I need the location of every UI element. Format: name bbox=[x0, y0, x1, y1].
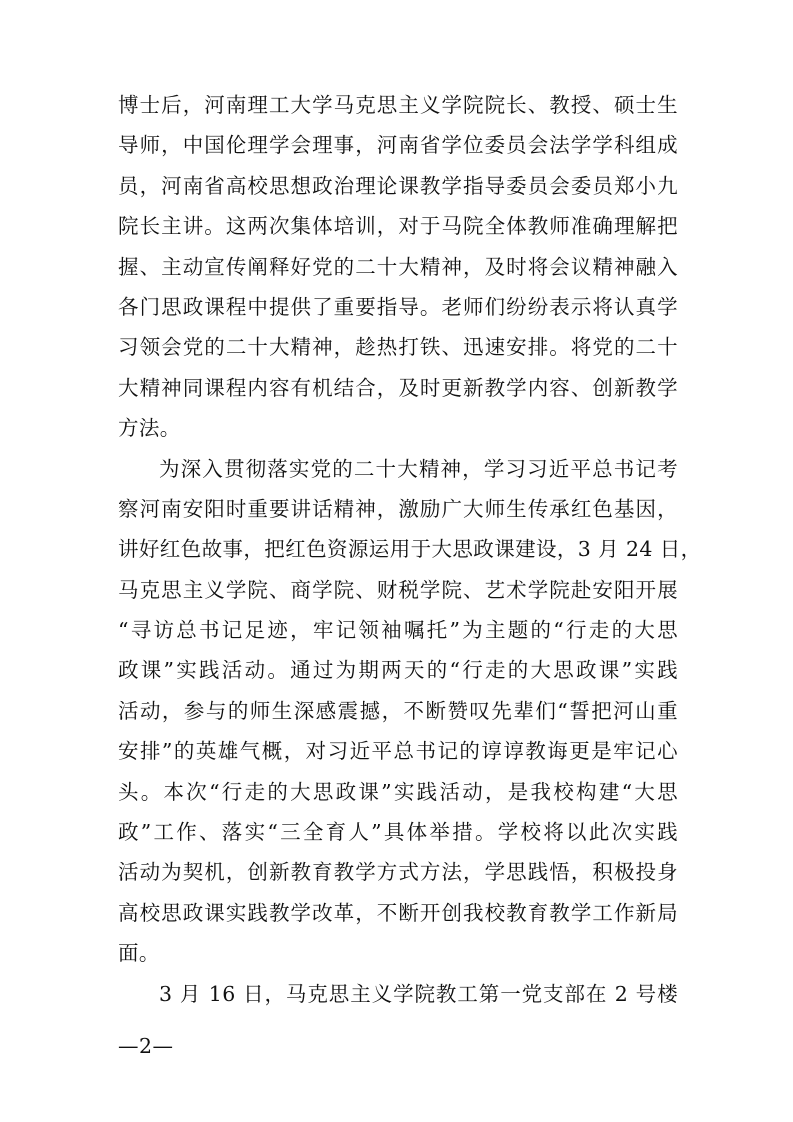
text-line: 政”工作、落实“三全育人”具体举措。学校将以此次实践 bbox=[118, 820, 678, 845]
text-line: 活动为契机，创新教育教学方式方法，学思践悟，积极投身 bbox=[118, 860, 678, 885]
text-line: 导师，中国伦理学会理事，河南省学位委员会法学学科组成 bbox=[118, 133, 678, 158]
text-line: 活动，参与的师生深感震撼，不断赞叹先辈们“誓把河山重 bbox=[118, 698, 678, 723]
text-line: 习领会党的二十大精神，趁热打铁、迅速安排。将党的二十 bbox=[118, 335, 678, 360]
text-line: 院长主讲。这两次集体培训，对于马院全体教师准确理解把 bbox=[118, 214, 678, 239]
text-line: 方法。 bbox=[118, 416, 181, 441]
text-line: 高校思政课实践教学改革，不断开创我校教育教学工作新局 bbox=[118, 900, 678, 925]
text-line: 马克思主义学院、商学院、财税学院、艺术学院赴安阳开展 bbox=[118, 577, 678, 602]
text-line: 为深入贯彻落实党的二十大精神，学习习近平总书记考 bbox=[159, 456, 678, 481]
text-line: 安排”的英雄气概，对习近平总书记的谆谆教诲更是牢记心 bbox=[118, 739, 678, 764]
paragraph-3 bbox=[118, 974, 678, 1014]
text-line: 握、主动宣传阐释好党的二十大精神，及时将会议精神融入 bbox=[118, 254, 678, 279]
text-line: 面。 bbox=[118, 941, 160, 966]
text-line: 员，河南省高校思想政治理论课教学指导委员会委员郑小九 bbox=[118, 173, 678, 198]
text-line: 大精神同课程内容有机结合，及时更新教学内容、创新教学 bbox=[118, 375, 678, 400]
page-number: —2— bbox=[118, 1034, 174, 1058]
text-line: 头。本次“行走的大思政课”实践活动，是我校构建“大思 bbox=[118, 779, 678, 804]
text-line: 政课”实践活动。通过为期两天的“行走的大思政课”实践 bbox=[118, 658, 678, 683]
text-line: 察河南安阳时重要讲话精神，激励广大师生传承红色基因， bbox=[118, 496, 678, 521]
body-text bbox=[118, 85, 702, 1014]
paragraph-2 bbox=[118, 449, 702, 974]
paragraph-1 bbox=[118, 85, 678, 449]
text-line: 讲好红色故事，把红色资源运用于大思政课建设，3 月 24 日， bbox=[118, 537, 702, 562]
text-line: 各门思政课程中提供了重要指导。老师们纷纷表示将认真学 bbox=[118, 294, 678, 319]
text-line: 3 月 16 日，马克思主义学院教工第一党支部在 2 号楼 bbox=[159, 981, 678, 1006]
text-line: “寻访总书记足迹，牢记领袖嘱托”为主题的“行走的大思 bbox=[118, 618, 678, 643]
text-line: 博士后，河南理工大学马克思主义学院院长、教授、硕士生 bbox=[118, 93, 678, 117]
